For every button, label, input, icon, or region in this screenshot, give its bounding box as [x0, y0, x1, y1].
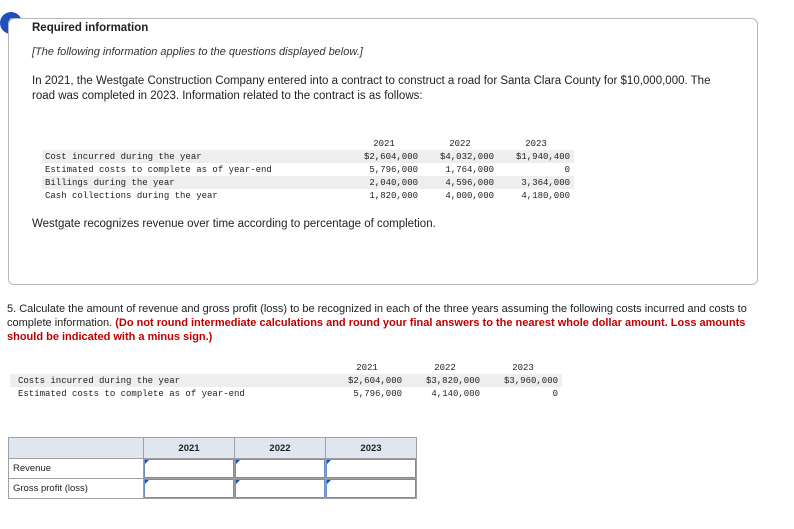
- row-label: Revenue: [9, 459, 144, 479]
- gross-profit-2022-input[interactable]: [235, 479, 325, 498]
- table-header-row: [42, 137, 574, 150]
- row-label: Cash collections during the year: [45, 190, 218, 201]
- revenue-2023-input[interactable]: [326, 459, 416, 478]
- gross-profit-2021-input[interactable]: [144, 479, 234, 498]
- year-header: 2023: [525, 138, 547, 149]
- answer-header-row: [9, 438, 417, 459]
- cell-value: 1,764,000: [445, 164, 494, 175]
- answer-grid: [8, 437, 417, 499]
- revenue-2021-input[interactable]: [144, 459, 234, 478]
- cell-value: 4,596,000: [422, 176, 498, 189]
- cell-value: 4,180,000: [521, 190, 570, 201]
- table-row: [42, 163, 574, 176]
- cell-value: 2,040,000: [346, 176, 422, 189]
- answer-row-revenue: [9, 459, 417, 479]
- question-text: 5. Calculate the amount of revenue and gross profit (loss) to be recognized in each of the three years assuming the following costs incurred and costs to complete information.: [7, 303, 747, 329]
- cell-value: 5,796,000: [369, 164, 418, 175]
- cell-value: 0: [552, 388, 558, 399]
- contract-info-table: [42, 137, 574, 202]
- cell-value: $4,032,000: [422, 150, 498, 163]
- year-header: 2022: [434, 362, 456, 373]
- question-5: [7, 302, 767, 344]
- year-header: 2021: [356, 362, 378, 373]
- cell-value: 0: [564, 164, 570, 175]
- costs-info-table: [10, 361, 562, 400]
- answer-row-gross-profit: [9, 479, 417, 499]
- contract-description: In 2021, the Westgate Construction Company entered into a contract to construct a road for Santa Clara County for $10,000,000. The road was completed in 2023. Information related to the contract is as follows:: [32, 75, 711, 102]
- row-label: Costs incurred during the year: [10, 374, 328, 387]
- cell-value: $3,820,000: [406, 374, 484, 387]
- year-header: 2023: [512, 362, 534, 373]
- table-header-row: [10, 361, 562, 374]
- year-header: 2021: [373, 138, 395, 149]
- row-label: Cost incurred during the year: [42, 150, 346, 163]
- cell-value: $3,960,000: [484, 374, 562, 387]
- year-header: 2022: [449, 138, 471, 149]
- table-row: [42, 189, 574, 202]
- cell-value: 4,140,000: [431, 388, 480, 399]
- gross-profit-2023-input[interactable]: [326, 479, 416, 498]
- row-label: Gross profit (loss): [9, 479, 144, 499]
- cell-value: $1,940,400: [498, 150, 574, 163]
- revenue-2022-input[interactable]: [235, 459, 325, 478]
- cell-value: 1,820,000: [369, 190, 418, 201]
- cell-value: 5,796,000: [353, 388, 402, 399]
- required-information-title: Required information: [32, 22, 149, 34]
- cell-value: 4,000,000: [445, 190, 494, 201]
- answer-year-header: 2021: [144, 438, 235, 459]
- row-label: Billings during the year: [42, 176, 346, 189]
- table-row: [10, 374, 562, 387]
- answer-year-header: 2023: [326, 438, 417, 459]
- table-row: [42, 176, 574, 189]
- applies-note: [The following information applies to the questions displayed below.]: [32, 46, 363, 58]
- cell-value: 3,364,000: [498, 176, 574, 189]
- table-row: [10, 387, 562, 400]
- cell-value: $2,604,000: [346, 150, 422, 163]
- row-label: Estimated costs to complete as of year-end: [45, 164, 272, 175]
- recognition-note: Westgate recognizes revenue over time according to percentage of completion.: [32, 218, 436, 230]
- cell-value: $2,604,000: [328, 374, 406, 387]
- answer-year-header: 2022: [235, 438, 326, 459]
- row-label: Estimated costs to complete as of year-end: [18, 388, 245, 399]
- table-row: [42, 150, 574, 163]
- question-instruction: (Do not round intermediate calculations and round your final answers to the nearest whole dollar amount. Loss amounts should be indicated with a minus sign.): [7, 317, 746, 343]
